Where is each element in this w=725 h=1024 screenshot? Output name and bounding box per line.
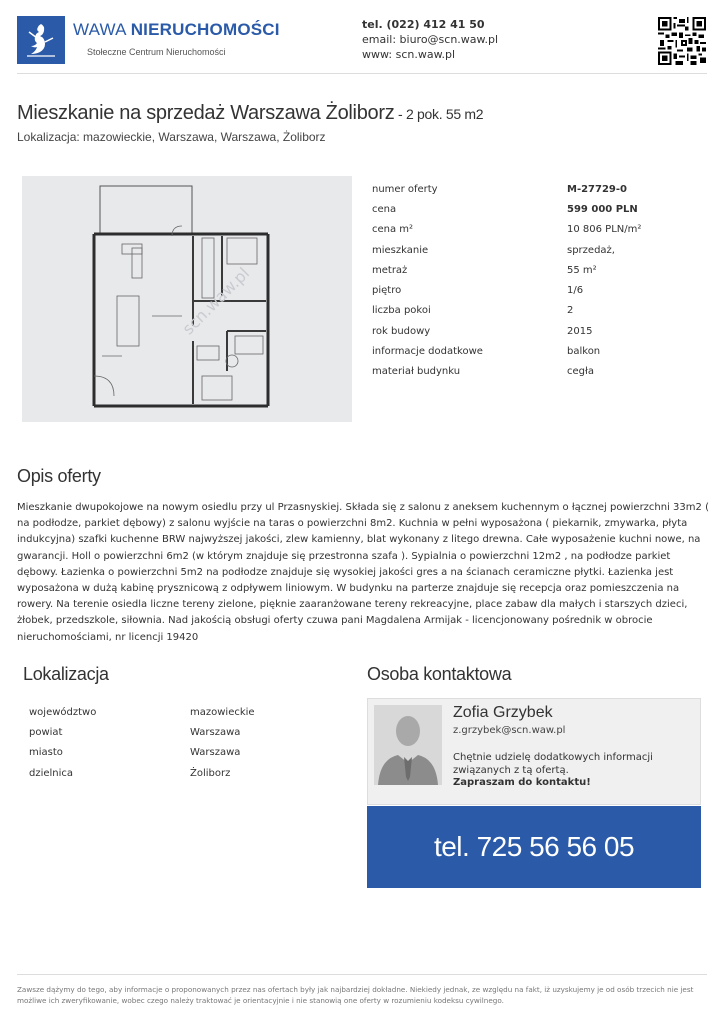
agency-phone[interactable]: tel. (022) 412 41 50	[362, 18, 485, 31]
location-table	[29, 702, 349, 783]
param-value: balkon	[567, 346, 601, 358]
param-row	[372, 179, 692, 199]
param-row	[372, 260, 692, 280]
param-key: piętro	[372, 285, 402, 297]
param-value: M-27729-0	[567, 183, 627, 195]
agency-www[interactable]: www: scn.waw.pl	[362, 48, 456, 61]
contact-name: Zofia Grzybek	[453, 704, 553, 721]
brand-name	[73, 20, 280, 40]
param-key: numer oferty	[372, 183, 438, 195]
logo[interactable]	[17, 16, 65, 64]
params-table	[372, 179, 692, 382]
location-key: województwo	[29, 706, 97, 718]
location-key: powiat	[29, 726, 63, 738]
location-heading: Lokalizacja	[23, 664, 109, 684]
header	[17, 16, 707, 66]
listing-title-suffix: - 2 pok. 55 m2	[394, 106, 484, 122]
param-value: 10 806 PLN/m²	[567, 224, 642, 236]
contact-heading: Osoba kontaktowa	[367, 664, 512, 684]
floor-plan-image[interactable]	[22, 176, 352, 422]
agency-email[interactable]: email: biuro@scn.waw.pl	[362, 33, 499, 46]
location-row	[29, 702, 349, 722]
param-row	[372, 362, 692, 382]
footer-divider	[17, 974, 707, 975]
param-value: cegła	[567, 366, 594, 378]
param-value: 1/6	[567, 285, 584, 297]
param-key: cena m²	[372, 224, 414, 236]
brand-bold: NIERUCHOMOŚCI	[130, 20, 280, 39]
contact-email[interactable]: z.grzybek@scn.waw.pl	[453, 725, 566, 736]
param-row	[372, 321, 692, 341]
agency-contact	[362, 17, 498, 62]
description-heading: Opis oferty	[17, 466, 101, 486]
param-key: informacje dodatkowe	[372, 346, 483, 358]
person-silhouette-icon	[374, 705, 442, 785]
contact-cta: Zapraszam do kontaktu!	[453, 777, 591, 788]
floor-plan-watermark: scn.waw.pl	[178, 263, 254, 339]
location-row	[29, 743, 349, 763]
contact-note: Chętnie udzielę dodatkowych informacji związanych z tą ofertą.	[453, 752, 653, 776]
param-key: liczba pokoi	[372, 305, 431, 317]
param-row	[372, 199, 692, 219]
contact-phone-box[interactable]	[367, 806, 701, 888]
param-key: mieszkanie	[372, 244, 429, 256]
floor-plan-drawing-icon	[22, 176, 352, 422]
param-key: materiał budynku	[372, 366, 461, 378]
location-value: Warszawa	[190, 747, 241, 759]
contact-phone[interactable]: tel. 725 56 56 05	[433, 831, 635, 862]
header-divider	[17, 73, 707, 74]
location-key: dzielnica	[29, 767, 74, 779]
location-value: Żoliborz	[190, 767, 231, 779]
param-key: rok budowy	[372, 325, 431, 337]
param-value: 2015	[567, 325, 593, 337]
param-row	[372, 341, 692, 361]
param-row	[372, 301, 692, 321]
location-key: miasto	[29, 747, 63, 759]
location-row	[29, 722, 349, 742]
listing-title	[17, 102, 483, 125]
mermaid-logo-icon	[23, 20, 59, 60]
listing-location: Lokalizacja: mazowieckie, Warszawa, Warszawa, Żoliborz	[17, 130, 326, 144]
brand-light: WAWA	[73, 20, 126, 39]
location-value: mazowieckie	[190, 706, 255, 718]
param-row	[372, 240, 692, 260]
brand-subtitle: Stołeczne Centrum Nieruchomości	[87, 47, 226, 57]
location-row	[29, 763, 349, 783]
avatar	[374, 705, 442, 785]
param-key: cena	[372, 203, 397, 215]
param-value: 55 m²	[567, 264, 597, 276]
param-key: metraż	[372, 264, 408, 276]
param-row	[372, 280, 692, 300]
param-value: 599 000 PLN	[567, 203, 638, 215]
listing-title-main: Mieszkanie na sprzedaż Warszawa Żoliborz	[17, 102, 395, 124]
qr-code-icon	[658, 17, 706, 65]
param-value: sprzedaż,	[567, 244, 615, 256]
location-value: Warszawa	[190, 726, 241, 738]
footer-disclaimer: Zawsze dążymy do tego, aby informacje o proponowanych przez nas ofertach były jak najbardziej dokładne. Niekiedy jednak, ze względu na fakt, iż uzyskujemy je od osób trzecich nie jest możliwe ich zweryfikowanie, wobec czego należy traktować je orientacyjnie i nie stanowią one oferty w rozumieniu kodeksu cywilnego.	[17, 985, 694, 1005]
description-text: Mieszkanie dwupokojowe na nowym osiedlu przy ul Przasnyskiej. Składa się z salonu z aneksem kuchennym o łącznej powierzchni 33m2 ( na podłodze, parkiet dębowy) z salonu wyjście na taras o powierzchni 8m2. Kuchnia w pełni wyposażona ( piekarnik, zmywarka, płyta indukcyjna) szafki kuchenne BRW najwyższej jakości, zlew kamienny, blat wykonany z litego drewna. Całe wyposażenie kuchni nowe, na gwarancji. Holl o powierzchni 6m2 (w którym znajduje się przestronna szafa ). Sypialnia o powierzchni 12m2 , na podłodze parkiet dębowy. Łazienka o powierzchni 5m2 na podłodze znajduje się wysokiej jakości gres a na ścianach ceramiczne płytki. Łazienka jest wyposażona w dużą kabinę prysznicową z odpływem liniowym. W budynku na parterze znajduje się recepcja oraz pomieszczenia na rowery. Na terenie osiedla liczne tereny zielone, pięknie zaaranżowane tereny rekreacyjne, place zabaw dla małych i starszych dzieci, żłobek, przedszkole, siłownia. Nad jakością obsługi oferty czuwa pani Magdalena Armijak - licencjonowany pośrednik w obrocie nieruchomościami, nr licencji 19420	[17, 502, 709, 643]
contact-card	[367, 698, 701, 805]
param-value: 2	[567, 305, 574, 317]
param-row	[372, 220, 692, 240]
